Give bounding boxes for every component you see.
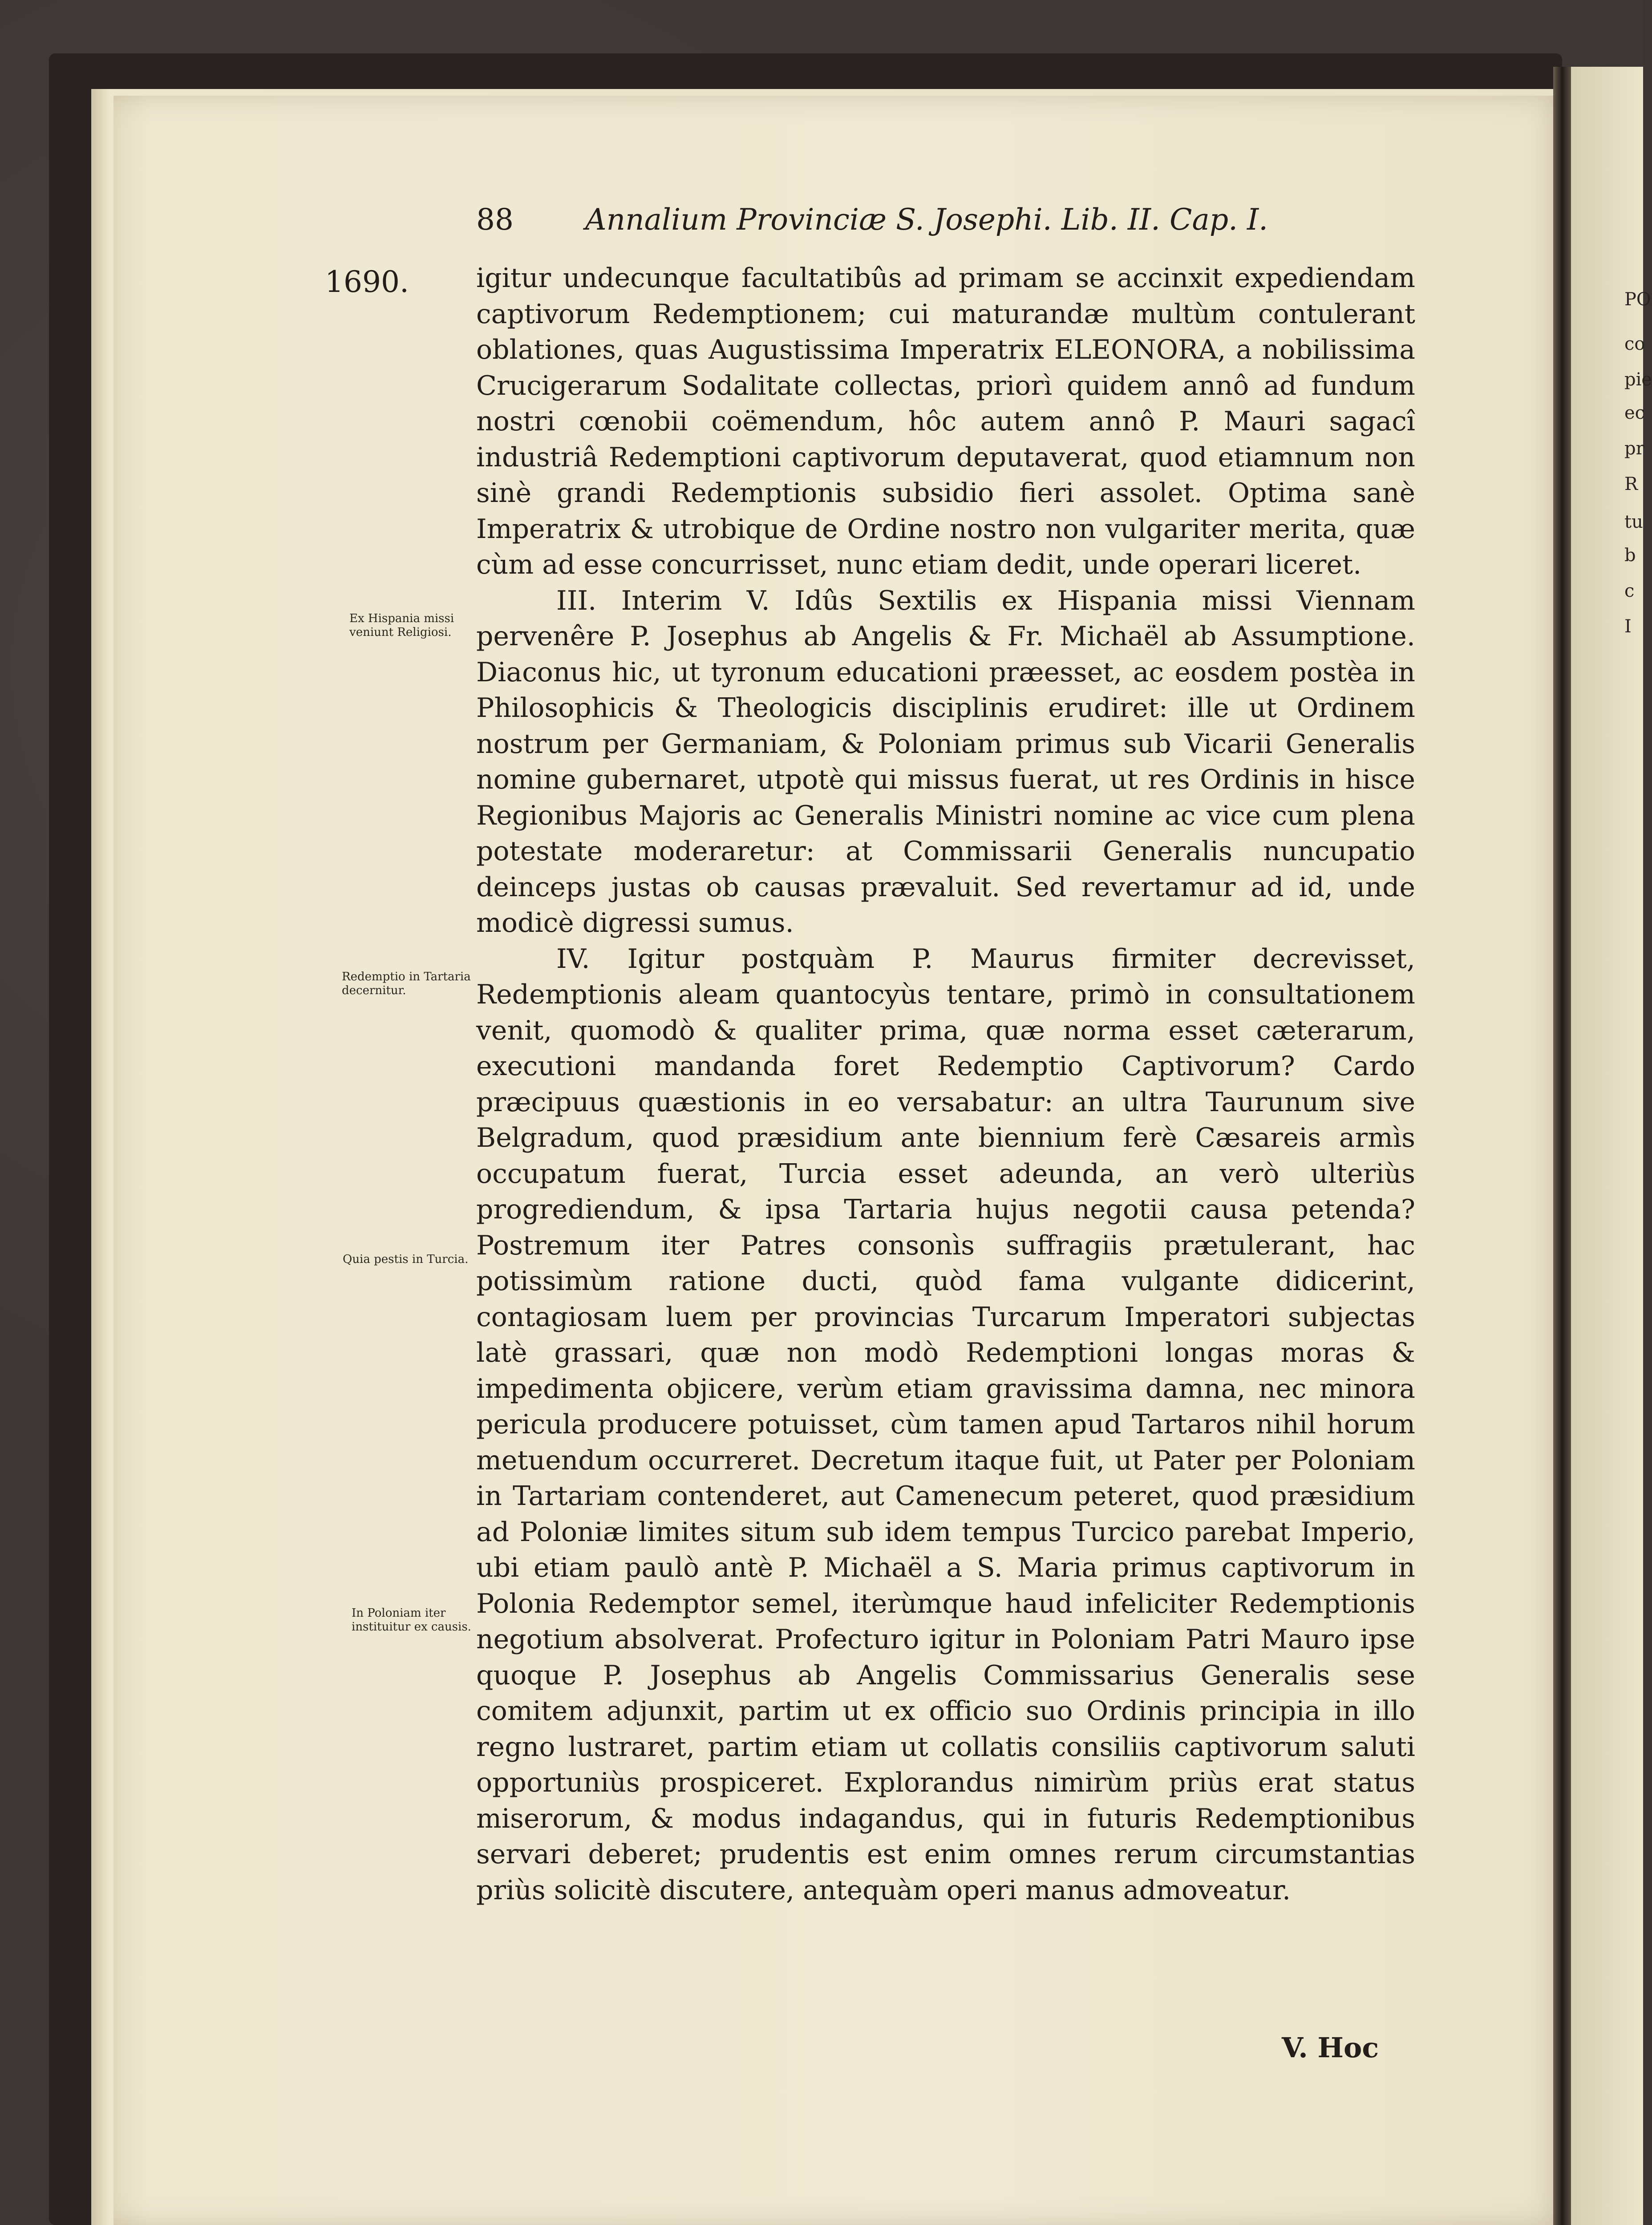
book-gutter xyxy=(1553,67,1571,2225)
paragraph: IV. Igitur postquàm P. Maurus firmiter decrevisset, Redemptionis aleam quantocyùs tentare, primò in consultationem venit, quomodò & qualiter prima, quæ norma esset cæterarum, executioni mandanda foret Redemptio Captivorum? Cardo præcipuus quæstionis in eo versabatur: an ultra Taurunum sive Belgradum, quod præsidium ante biennium ferè Cæsareis armìs occupatum fuerat, Turcia esset adeunda, an verò ulteriùs progrediendum, & ipsa Tartaria hujus negotii causa petenda? Postremum iter Patres consonìs suffragiis prætulerant, hac potissimùm ratione ducti, quòd fama vulgante didicerint, contagiosam luem per provincias Turcarum Imperatori subjectas latè grassari, quæ non modò Redemptioni longas moras & impedimenta objicere, verùm etiam gravissima damna, nec minora pericula producere potuisset, cùm tamen apud Tartaros nihil horum metuendum occurreret. Decretum itaque fuit, ut Pater per Poloniam in Tartariam contenderet, aut Camenecum peteret, quod præsidium ad Poloniæ limites situm sub idem tempus Turcico parebat Imperio, ubi etiam paulò antè P. Michaël a S. Maria primus captivorum in Polonia Redemptor semel, iterùmque haud infeliciter Redemptionis negotium absolverat. Profecturo igitur in Poloniam Patri Mauro ipse quoque P. Josephus ab Angelis Commissarius Generalis sese comitem adjunxit, partim ut ex officio suo Ordinis principia in illo regno lustraret, partim etiam ut collatis consiliis captivorum saluti opportuniùs prospiceret. Explorandus nimirùm priùs erat status miserorum, & modus indagandus, qui in futuris Redemptionibus servari deberet; prudentis est enim omnes rerum circumstantias priùs solicitè discutere, antequàm operi manus admoveatur. xyxy=(476,943,1415,1906)
paragraph: igitur undecunque facultatibûs ad primam se accinxit expediendam captivorum Redemptionem; cui maturandæ multùm contulerant oblationes, quas Augustissima Imperatrix ELEONORA, a nobilissima Crucigerarum Sodalitate collectas, priorì quidem annô ad fundum nostri cœnobii coëmendum, hôc autem annô P. Mauri sagacî industriâ Redemptioni captivorum deputaverat, quod etiamnum non sinè grandi Redemptionis subsidio fieri assolet. Optima sanè Imperatrix & utrobique de Ordine nostro non vulgariter merita, quæ cùm ad esse concurrisset, nunc etiam dedit, unde operari liceret. xyxy=(476,263,1415,580)
margin-note: In Poloniam iter instituitur ex causis. xyxy=(352,1606,471,1634)
adjacent-page-fragment: R xyxy=(1624,474,1638,494)
margin-year: 1690. xyxy=(325,265,409,299)
body-text xyxy=(476,260,1415,1908)
running-head xyxy=(476,202,1411,251)
adjacent-page-fragment: b xyxy=(1624,545,1636,566)
page-number: 88 xyxy=(476,202,514,237)
adjacent-page-fragment: pie xyxy=(1624,369,1652,390)
adjacent-page-fragment: tu xyxy=(1624,512,1643,532)
margin-note: Quia pestis in Turcia. xyxy=(343,1253,469,1266)
adjacent-page-fragment: ec xyxy=(1624,403,1645,423)
adjacent-page-fragment: I xyxy=(1624,616,1632,637)
adjacent-page-fragment: pr xyxy=(1624,438,1644,459)
adjacent-page xyxy=(1571,67,1643,2225)
adjacent-page-fragment: co xyxy=(1624,334,1645,354)
margin-note: Ex Hispania missi veniunt Religiosi. xyxy=(349,612,454,639)
running-head-title: Annalium Provinciæ S. Josephi. Lib. II. Cap. I. xyxy=(585,202,1268,237)
adjacent-page-fragment: PO xyxy=(1624,289,1651,310)
margin-note: Redemptio in Tartaria decernitur. xyxy=(342,970,471,997)
catchword: V. Hoc xyxy=(1282,2031,1379,2064)
paragraph: III. Interim V. Idûs Sextilis ex Hispania missi Viennam pervenêre P. Josephus ab Angelis & Fr. Michaël ab Assumptione. Diaconus hic, ut tyronum educationi præesset, ac eosdem postèa in Philosophicis & Theologicis disciplinis erudiret: ille ut Ordinem nostrum per Germaniam, & Poloniam primus sub Vicarii Generalis nomine gubernaret, utpotè qui missus fuerat, ut res Ordinis in hisce Regionibus Majoris ac Generalis Ministri nomine ac vice cum plena potestate moderaretur: at Commissarii Generalis nuncupatio deinceps justas ob causas prævaluit. Sed revertamur ad id, unde modicè digressi sumus. xyxy=(476,585,1415,939)
adjacent-page-fragment: c xyxy=(1624,581,1635,601)
